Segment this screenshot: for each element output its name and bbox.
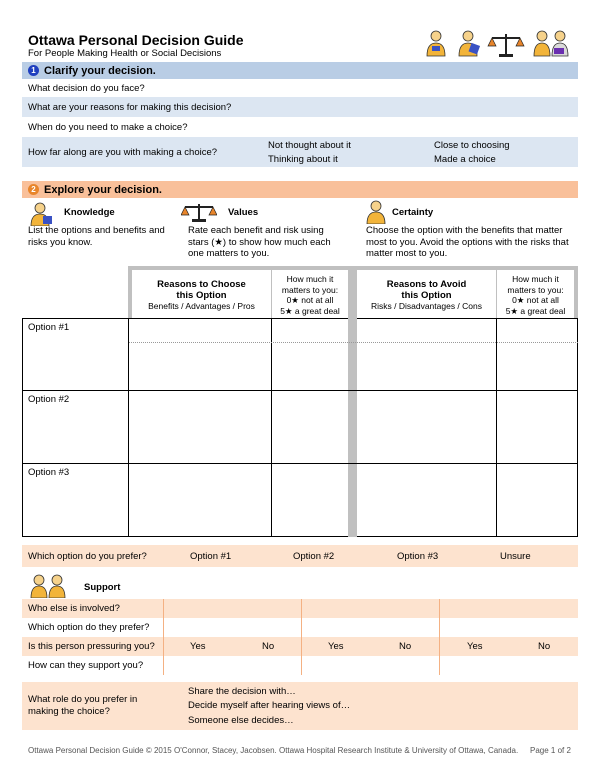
certainty-text: Choose the option with the benefits that matter most to you. Avoid the options with the risks that matter most to you. (366, 225, 569, 259)
role-decide-myself[interactable]: Decide myself after hearing views of… (188, 700, 351, 711)
support-row-pressure (22, 637, 578, 656)
header-icons (422, 28, 582, 60)
balance-scale-icon (488, 34, 524, 57)
row-label: Which option do they prefer? (28, 622, 150, 633)
role-row (22, 682, 578, 730)
support-row-involved (22, 599, 578, 618)
support-row-how (22, 656, 578, 675)
person-thinking-icon (427, 31, 445, 56)
row-label: How can they support you? (28, 660, 144, 671)
pressure-yes-2[interactable]: Yes (328, 641, 344, 652)
row-label: When do you need to make a choice? (28, 122, 188, 133)
prefer-unsure[interactable]: Unsure (500, 551, 531, 562)
section1-header (22, 62, 578, 79)
people-talking-icon (534, 31, 568, 56)
pressure-yes-3[interactable]: Yes (467, 641, 483, 652)
guide-title: Ottawa Personal Decision Guide (28, 32, 244, 48)
prefer-question: Which option do you prefer? (28, 551, 147, 562)
section1-row-when[interactable] (22, 117, 578, 137)
row-label: What decision do you face? (28, 83, 145, 94)
section1-title: Clarify your decision. (44, 65, 156, 77)
person-reading-icon (28, 202, 58, 226)
options-table (22, 266, 578, 537)
row-label: Is this person pressuring you? (28, 641, 155, 652)
values-text: Rate each benefit and risk using stars (★) to show how much each one matters to you. (188, 225, 331, 259)
person-writing-icon (459, 31, 480, 56)
people-talking-icon (30, 574, 68, 598)
section2-header (22, 181, 578, 198)
stage-made[interactable]: Made a choice (434, 154, 496, 165)
section1-row-reasons[interactable] (22, 97, 578, 117)
section1-number-badge: 1 (28, 65, 39, 76)
role-question: What role do you prefer in making the choice? (28, 694, 138, 717)
avoid-header: Reasons to Avoid this Option Risks / Disadvantages / Cons (357, 270, 496, 318)
avoid-matters-header: How much it matters to you: 0★ not at all 5★ a great deal (497, 270, 574, 318)
prefer-option-3[interactable]: Option #3 (397, 551, 439, 562)
knowledge-title: Knowledge (64, 207, 115, 218)
section2-title: Explore your decision. (44, 184, 162, 196)
section2-number-badge: 2 (28, 184, 39, 195)
footer-credit: Ottawa Personal Decision Guide © 2015 O'Connor, Stacey, Jacobsen. Ottawa Hospital Research Institute & University of Ottawa, Canada. (28, 746, 519, 755)
support-col-divider (301, 599, 302, 675)
role-someone-else[interactable]: Someone else decides… (188, 715, 294, 726)
row-label: How far along are you with making a choice? (28, 147, 218, 158)
knowledge-text: List the options and benefits and risks you know. (28, 225, 165, 248)
pressure-no-3[interactable]: No (538, 641, 551, 652)
support-row-prefer (22, 618, 578, 637)
guide-subtitle: For People Making Health or Social Decisions (28, 48, 222, 59)
prefer-option-1[interactable]: Option #1 (190, 551, 232, 562)
support-col-divider (163, 599, 164, 675)
person-thinking-icon (366, 200, 386, 224)
certainty-title: Certainty (392, 207, 434, 218)
page-number: Page 1 of 2 (530, 746, 571, 755)
support-col-divider (439, 599, 440, 675)
section1-row-decision[interactable] (22, 79, 578, 97)
choose-matters-header: How much it matters to you: 0★ not at all 5★ a great deal (272, 270, 348, 318)
option-1-label: Option #1 (28, 322, 70, 333)
balance-scale-icon (181, 202, 217, 222)
prefer-option-2[interactable]: Option #2 (293, 551, 335, 562)
stage-not-thought[interactable]: Not thought about it (268, 140, 351, 151)
row-label: What are your reasons for making this decision? (28, 102, 232, 113)
pressure-yes-1[interactable]: Yes (190, 641, 206, 652)
pressure-no-2[interactable]: No (399, 641, 412, 652)
stage-thinking[interactable]: Thinking about it (268, 154, 338, 165)
stage-close[interactable]: Close to choosing (434, 140, 510, 151)
role-share[interactable]: Share the decision with… (188, 686, 296, 697)
pressure-no-1[interactable]: No (262, 641, 275, 652)
support-title: Support (84, 582, 121, 593)
prefer-row (22, 545, 578, 567)
choose-header: Reasons to Choose this Option Benefits / Advantages / Pros (132, 270, 271, 318)
row-label: Who else is involved? (28, 603, 120, 614)
values-title: Values (228, 207, 259, 218)
option-3-label: Option #3 (28, 467, 70, 478)
section1-row-stage (22, 137, 578, 167)
option-2-label: Option #2 (28, 394, 70, 405)
